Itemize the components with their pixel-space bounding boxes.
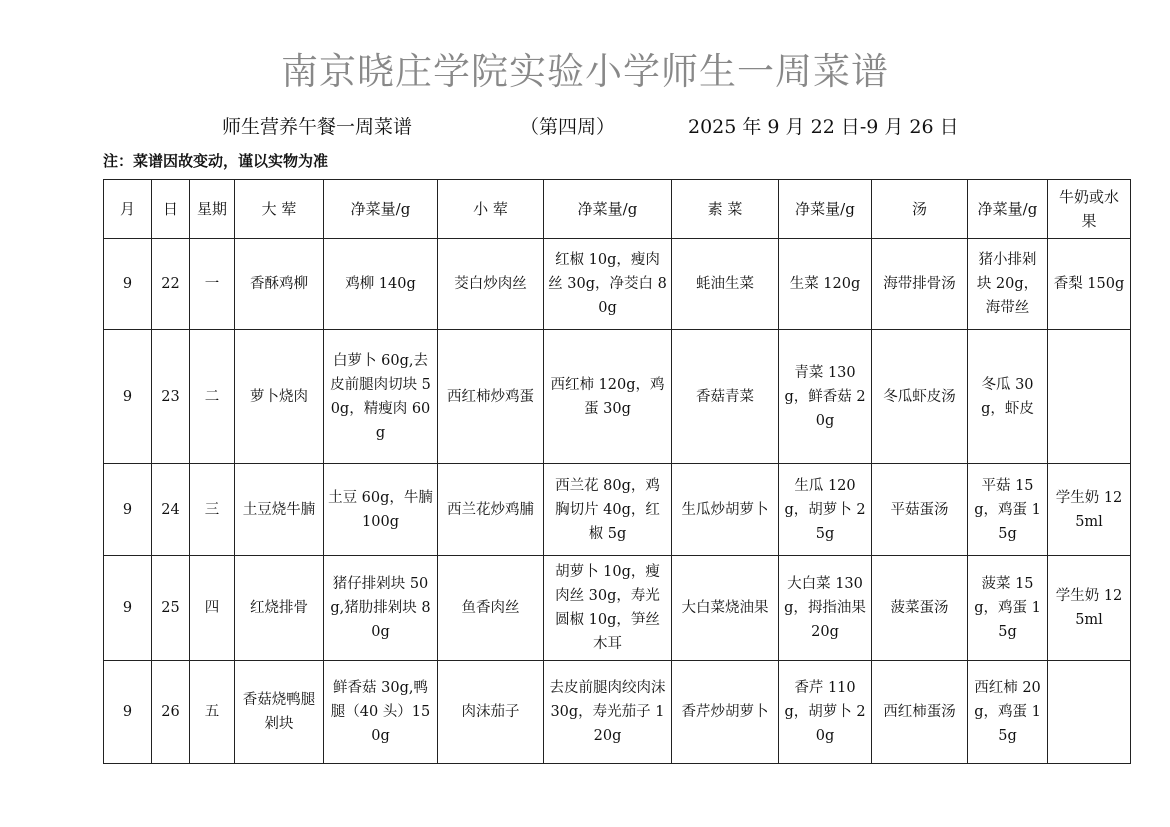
weekday-cell: 五 [190,661,235,764]
main-meat-cell: 萝卜烧肉 [235,330,324,464]
header-weekday: 星期 [190,180,235,239]
header-day: 日 [152,180,190,239]
main-meat-qty-cell: 白萝卜 60g,去皮前腿肉切块 50g，精瘦肉 60g [324,330,438,464]
table-row [104,556,1131,661]
minor-meat-cell: 茭白炒肉丝 [438,239,544,330]
veg-cell: 大白菜烧油果 [672,556,779,661]
main-meat-qty-cell: 猪仔排剁块 50g,猪肋排剁块 80g [324,556,438,661]
main-meat-cell: 红烧排骨 [235,556,324,661]
day-cell: 25 [152,556,190,661]
main-meat-cell: 香菇烧鸭腿剁块 [235,661,324,764]
change-notice: 注：菜谱因故变动，谨以实物为准 [103,152,329,170]
date-range: 2025 年 9 月 22 日-9 月 26 日 [688,116,959,138]
day-cell: 26 [152,661,190,764]
veg-cell: 香芹炒胡萝卜 [672,661,779,764]
header-minor-meat-qty: 净菜量/g [544,180,672,239]
soup-qty-cell: 平菇 15g，鸡蛋 15g [968,464,1048,556]
main-meat-cell: 土豆烧牛腩 [235,464,324,556]
main-meat-qty-cell: 鸡柳 140g [324,239,438,330]
veg-qty-cell: 青菜 130g，鲜香菇 20g [779,330,872,464]
table-row [104,661,1131,764]
milk-fruit-cell: 学生奶 125ml [1048,556,1131,661]
veg-cell: 蚝油生菜 [672,239,779,330]
day-cell: 24 [152,464,190,556]
milk-fruit-cell: 学生奶 125ml [1048,464,1131,556]
soup-qty-cell: 冬瓜 30g，虾皮 [968,330,1048,464]
minor-meat-qty-cell: 西兰花 80g，鸡胸切片 40g，红椒 5g [544,464,672,556]
weekday-cell: 二 [190,330,235,464]
minor-meat-qty-cell: 西红柿 120g，鸡蛋 30g [544,330,672,464]
header-milk-fruit: 牛奶或水果 [1048,180,1131,239]
minor-meat-cell: 西红柿炒鸡蛋 [438,330,544,464]
minor-meat-cell: 鱼香肉丝 [438,556,544,661]
veg-cell: 香菇青菜 [672,330,779,464]
main-meat-qty-cell: 土豆 60g，牛腩 100g [324,464,438,556]
soup-qty-cell: 菠菜 15g，鸡蛋 15g [968,556,1048,661]
soup-cell: 冬瓜虾皮汤 [872,330,968,464]
veg-qty-cell: 生瓜 120g，胡萝卜 25g [779,464,872,556]
page-title: 南京晓庄学院实验小学师生一周菜谱 [281,50,889,93]
week-label: （第四周） [520,116,616,138]
veg-qty-cell: 大白菜 130g，拇指油果 20g [779,556,872,661]
month-cell: 9 [104,330,152,464]
header-veg-qty: 净菜量/g [779,180,872,239]
soup-cell: 平菇蛋汤 [872,464,968,556]
soup-qty-cell: 西红柿 20g，鸡蛋 15g [968,661,1048,764]
table-row [104,239,1131,330]
main-meat-qty-cell: 鲜香菇 30g,鸭腿（40 头）150g [324,661,438,764]
milk-fruit-cell [1048,330,1131,464]
month-cell: 9 [104,661,152,764]
minor-meat-cell: 西兰花炒鸡脯 [438,464,544,556]
veg-qty-cell: 香芹 110g，胡萝卜 20g [779,661,872,764]
header-minor-meat: 小 荤 [438,180,544,239]
header-soup-qty: 净菜量/g [968,180,1048,239]
soup-cell: 菠菜蛋汤 [872,556,968,661]
header-row [104,180,1131,239]
day-cell: 22 [152,239,190,330]
weekly-menu-table [103,179,1131,764]
month-cell: 9 [104,464,152,556]
header-main-meat-qty: 净菜量/g [324,180,438,239]
main-meat-cell: 香酥鸡柳 [235,239,324,330]
soup-cell: 西红柿蛋汤 [872,661,968,764]
milk-fruit-cell: 香梨 150g [1048,239,1131,330]
month-cell: 9 [104,556,152,661]
soup-cell: 海带排骨汤 [872,239,968,330]
veg-cell: 生瓜炒胡萝卜 [672,464,779,556]
milk-fruit-cell [1048,661,1131,764]
header-veg: 素 菜 [672,180,779,239]
minor-meat-cell: 肉沫茄子 [438,661,544,764]
header-month: 月 [104,180,152,239]
veg-qty-cell: 生菜 120g [779,239,872,330]
header-soup: 汤 [872,180,968,239]
month-cell: 9 [104,239,152,330]
day-cell: 23 [152,330,190,464]
header-main-meat: 大 荤 [235,180,324,239]
table-row [104,464,1131,556]
weekday-cell: 四 [190,556,235,661]
weekday-cell: 一 [190,239,235,330]
table-row [104,330,1131,464]
minor-meat-qty-cell: 红椒 10g，瘦肉丝 30g，净茭白 80g [544,239,672,330]
soup-qty-cell: 猪小排剁块 20g，海带丝 [968,239,1048,330]
menu-subtitle: 师生营养午餐一周菜谱 [222,116,413,138]
weekday-cell: 三 [190,464,235,556]
minor-meat-qty-cell: 胡萝卜 10g，瘦肉丝 30g，寿光圆椒 10g，笋丝木耳 [544,556,672,661]
minor-meat-qty-cell: 去皮前腿肉绞肉沫 30g，寿光茄子 120g [544,661,672,764]
